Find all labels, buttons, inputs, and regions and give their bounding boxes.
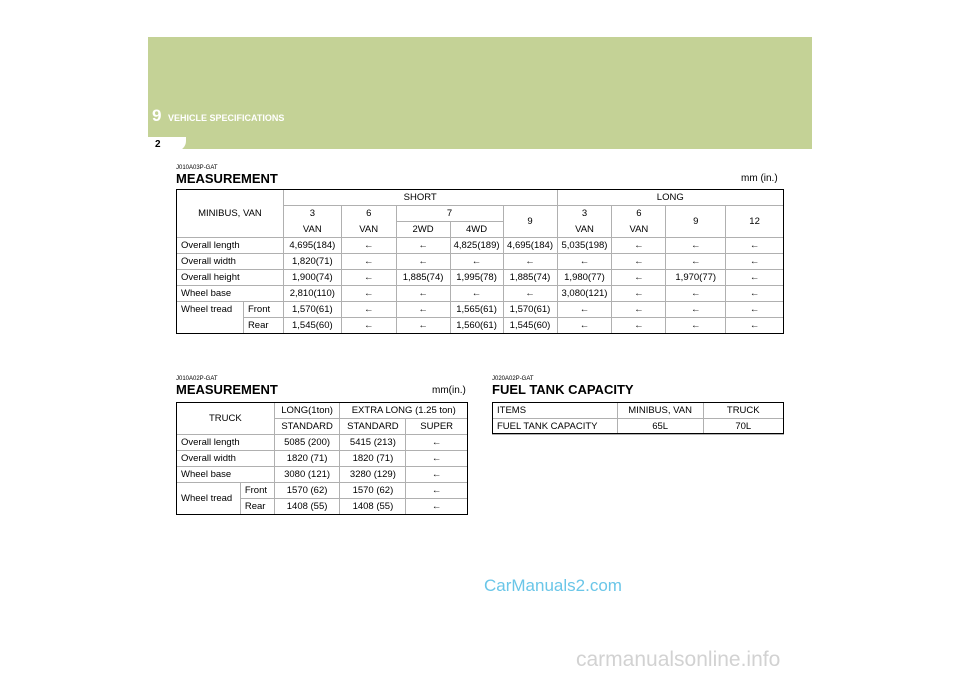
cell: ←: [557, 254, 612, 270]
corner-label: MINIBUS, VAN: [177, 190, 284, 238]
cell: 1570 (62): [274, 483, 340, 499]
col-items: ITEMS: [493, 403, 618, 419]
cell: ←: [666, 318, 726, 334]
cell: ←: [341, 318, 396, 334]
table-frame: [176, 189, 784, 334]
sub-2wd: 2WD: [396, 222, 450, 238]
col-extra-long: EXTRA LONG (1.25 ton): [340, 403, 468, 419]
long-seat-9: 9: [666, 206, 726, 238]
cell: ←: [612, 254, 666, 270]
sub-standard: STANDARD: [340, 419, 406, 435]
group-short: SHORT: [283, 190, 557, 206]
cell: ←: [341, 302, 396, 318]
cell: 1,885(74): [503, 270, 557, 286]
row-label: Wheel tread: [177, 483, 241, 515]
chapter-title: VEHICLE SPECIFICATIONS: [168, 113, 285, 123]
section-title: FUEL TANK CAPACITY: [492, 382, 634, 397]
row-label: Wheel base: [177, 467, 275, 483]
row-label: Wheel base: [177, 286, 284, 302]
col-truck: TRUCK: [703, 403, 783, 419]
cell: ←: [341, 254, 396, 270]
page-tab: [148, 137, 186, 151]
section-title: MEASUREMENT: [176, 171, 278, 186]
table-frame: [492, 402, 784, 434]
cell: ←: [612, 270, 666, 286]
sub-standard: STANDARD: [274, 419, 340, 435]
col-long: LONG(1ton): [274, 403, 340, 419]
cell: ←: [666, 238, 726, 254]
cell: ←: [341, 238, 396, 254]
cell: ←: [396, 238, 450, 254]
cell: 4,695(184): [503, 238, 557, 254]
cell: 5085 (200): [274, 435, 340, 451]
cell: 5415 (213): [340, 435, 406, 451]
sub-super: SUPER: [406, 419, 468, 435]
cell: ←: [503, 286, 557, 302]
cell: 1,820(71): [283, 254, 341, 270]
row-sublabel: Front: [243, 302, 283, 318]
cell: 4,695(184): [283, 238, 341, 254]
cell: 3080 (121): [274, 467, 340, 483]
seat-7: 7: [396, 206, 503, 222]
cell: ←: [557, 318, 612, 334]
cell: ←: [612, 238, 666, 254]
long-seat-6: 6: [612, 206, 666, 222]
long-seat-12: 12: [726, 206, 784, 238]
row-label: Overall length: [177, 238, 284, 254]
cell: ←: [726, 302, 784, 318]
section-code: J020A02P-GAT: [492, 376, 534, 382]
group-long: LONG: [557, 190, 784, 206]
cell: 3,080(121): [557, 286, 612, 302]
row-label: Overall width: [177, 451, 275, 467]
cell: ←: [406, 499, 468, 515]
row-sublabel: Front: [240, 483, 274, 499]
row-sublabel: Rear: [243, 318, 283, 334]
cell: ←: [666, 302, 726, 318]
sub-van: VAN: [341, 222, 396, 238]
watermark-carmanuals2[interactable]: CarManuals2.com: [484, 576, 622, 595]
corner-label: TRUCK: [177, 403, 275, 435]
cell: 1,545(60): [283, 318, 341, 334]
cell: ←: [396, 302, 450, 318]
cell: 5,035(198): [557, 238, 612, 254]
cell: ←: [396, 318, 450, 334]
sub-van: VAN: [557, 222, 612, 238]
cell: 70L: [703, 419, 783, 435]
col-minibus-van: MINIBUS, VAN: [617, 403, 703, 419]
sub-van: VAN: [283, 222, 341, 238]
cell: ←: [450, 286, 503, 302]
cell: ←: [450, 254, 503, 270]
cell: 1820 (71): [340, 451, 406, 467]
cell: ←: [406, 467, 468, 483]
cell: 1,570(61): [283, 302, 341, 318]
sub-4wd: 4WD: [450, 222, 503, 238]
watermark-carmanualsonline[interactable]: carmanualsonline.info: [576, 648, 781, 671]
cell: ←: [557, 302, 612, 318]
cell: ←: [406, 451, 468, 467]
section-title: MEASUREMENT: [176, 382, 278, 397]
cell: 1,545(60): [503, 318, 557, 334]
cell: 65L: [617, 419, 703, 435]
cell: 1,970(77): [666, 270, 726, 286]
sub-van: VAN: [612, 222, 666, 238]
cell: ←: [726, 318, 784, 334]
cell: ←: [396, 254, 450, 270]
row-label: Overall length: [177, 435, 275, 451]
unit-label: mm(in.): [432, 385, 466, 396]
cell: ←: [726, 270, 784, 286]
chapter-number: 9: [152, 106, 162, 125]
cell: ←: [726, 238, 784, 254]
seat-3: 3: [283, 206, 341, 222]
cell: 1,980(77): [557, 270, 612, 286]
cell: ←: [726, 286, 784, 302]
cell: ←: [406, 435, 468, 451]
section-code: J010A02P-GAT: [176, 376, 218, 382]
cell: ←: [612, 318, 666, 334]
unit-label: mm (in.): [741, 173, 778, 184]
cell: 1,900(74): [283, 270, 341, 286]
row-sublabel: Rear: [240, 499, 274, 515]
cell: ←: [612, 302, 666, 318]
cell: 3280 (129): [340, 467, 406, 483]
seat-9: 9: [503, 206, 557, 238]
cell: 4,825(189): [450, 238, 503, 254]
cell: ←: [612, 286, 666, 302]
cell: 1,570(61): [503, 302, 557, 318]
cell: ←: [341, 286, 396, 302]
row-label: Wheel tread: [177, 302, 244, 334]
page-number: 2: [155, 139, 161, 150]
long-seat-3: 3: [557, 206, 612, 222]
cell: 1820 (71): [274, 451, 340, 467]
row-label: Overall width: [177, 254, 284, 270]
cell: 1570 (62): [340, 483, 406, 499]
cell: ←: [666, 286, 726, 302]
cell: 1,995(78): [450, 270, 503, 286]
cell: 2,810(110): [283, 286, 341, 302]
cell: ←: [396, 286, 450, 302]
cell: 1408 (55): [340, 499, 406, 515]
section-code: J010A03P-GAT: [176, 165, 218, 171]
header-band: [148, 37, 812, 149]
table-frame: [176, 402, 468, 515]
row-label: Overall height: [177, 270, 284, 286]
cell: ←: [666, 254, 726, 270]
cell: ←: [406, 483, 468, 499]
cell: 1,885(74): [396, 270, 450, 286]
cell: 1,560(61): [450, 318, 503, 334]
row-label: FUEL TANK CAPACITY: [493, 419, 618, 435]
cell: ←: [341, 270, 396, 286]
cell: ←: [726, 254, 784, 270]
cell: ←: [503, 254, 557, 270]
cell: 1408 (55): [274, 499, 340, 515]
cell: 1,565(61): [450, 302, 503, 318]
seat-6: 6: [341, 206, 396, 222]
